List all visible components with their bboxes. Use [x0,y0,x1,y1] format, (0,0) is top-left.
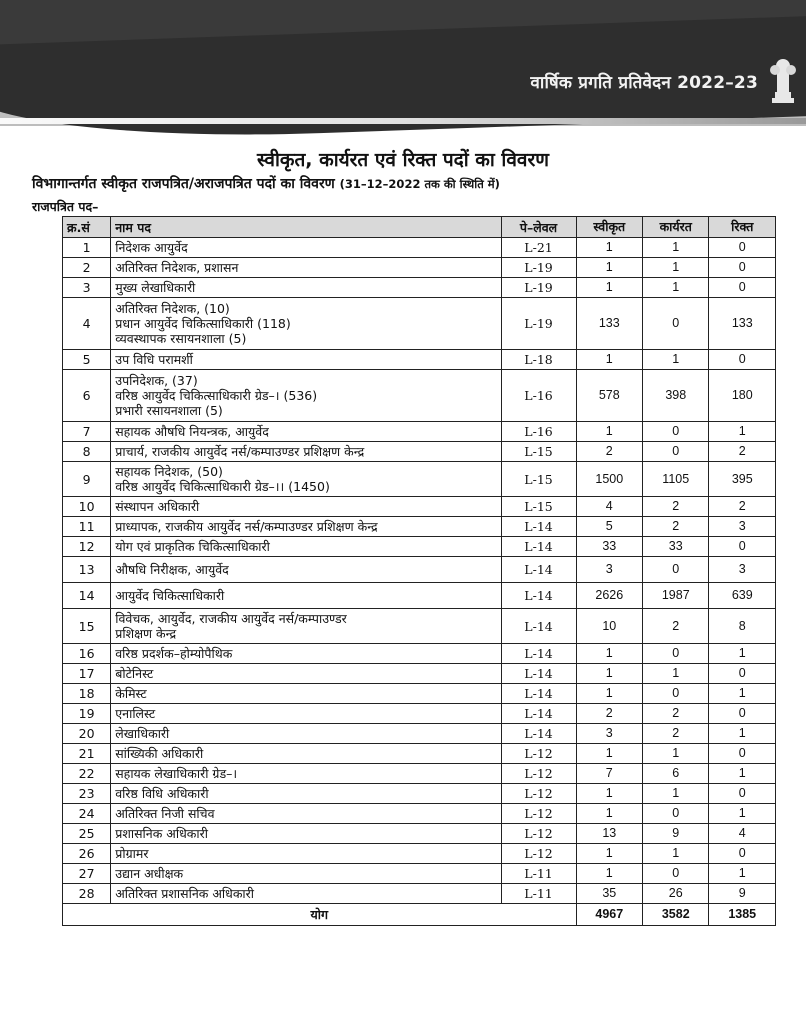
row-sn: 13 [63,557,111,583]
row-working: 9 [643,824,709,844]
page-subtitle [32,174,500,193]
row-name: मुख्य लेखाधिकारी [111,278,501,298]
row-name: वरिष्ठ विधि अधिकारी [111,784,501,804]
row-working: 1 [643,844,709,864]
table-row [63,298,776,350]
table-row [63,644,776,664]
row-vacant: 1 [709,684,776,704]
row-name: प्रोग्रामर [111,844,501,864]
row-working: 2 [643,704,709,724]
table-row [63,370,776,422]
section-label: राजपत्रित पद– [32,199,99,214]
row-working: 6 [643,764,709,784]
row-vacant: 2 [709,442,776,462]
row-working: 2 [643,724,709,744]
row-sn: 7 [63,422,111,442]
subtitle-text: विभागान्तर्गत स्वीकृत राजपत्रित/अराजपत्रित पदों का विवरण [32,176,335,192]
row-vacant: 1 [709,804,776,824]
row-sanctioned: 1 [576,258,642,278]
row-name: विवेचक, आयुर्वेद, राजकीय आयुर्वेद नर्स/कम्पाउण्डर प्रशिक्षण केन्द्र [111,609,501,644]
row-level: L-14 [501,583,576,609]
table-row [63,804,776,824]
row-level: L-14 [501,684,576,704]
row-working: 0 [643,804,709,824]
row-sanctioned: 578 [576,370,642,422]
table-row [63,238,776,258]
row-working: 1 [643,258,709,278]
row-working: 1 [643,784,709,804]
row-sn: 19 [63,704,111,724]
row-sn: 17 [63,664,111,684]
row-vacant: 1 [709,764,776,784]
row-working: 1987 [643,583,709,609]
header-working: कार्यरत [643,217,709,238]
table-row [63,844,776,864]
row-sn: 4 [63,298,111,350]
row-sanctioned: 1 [576,238,642,258]
row-name: सहायक निदेशक, (50) वरिष्ठ आयुर्वेद चिकित्साधिकारी ग्रेड–।। (1450) [111,462,501,497]
row-level: L-12 [501,784,576,804]
row-working: 398 [643,370,709,422]
row-vacant: 3 [709,557,776,583]
row-sn: 22 [63,764,111,784]
table-row [63,884,776,904]
total-sanctioned: 4967 [576,904,642,926]
row-vacant: 2 [709,497,776,517]
report-title: वार्षिक प्रगति प्रतिवेदन 2022–23 [530,73,758,93]
row-level: L-19 [501,278,576,298]
row-sanctioned: 2 [576,442,642,462]
row-sn: 1 [63,238,111,258]
table-row [63,497,776,517]
table-row [63,864,776,884]
row-sn: 8 [63,442,111,462]
page-title: स्वीकृत, कार्यरत एवं रिक्त पदों का विवरण [257,149,549,171]
row-working: 1 [643,238,709,258]
row-name: औषधि निरीक्षक, आयुर्वेद [111,557,501,583]
row-name: संस्थापन अधिकारी [111,497,501,517]
row-sn: 16 [63,644,111,664]
row-level: L-19 [501,298,576,350]
table-row [63,462,776,497]
row-level: L-12 [501,764,576,784]
row-name: योग एवं प्राकृतिक चिकित्साधिकारी [111,537,501,557]
row-sn: 6 [63,370,111,422]
row-name: एनालिस्ट [111,704,501,724]
row-sanctioned: 1 [576,664,642,684]
row-sn: 3 [63,278,111,298]
row-sn: 23 [63,784,111,804]
row-vacant: 1 [709,644,776,664]
row-sn: 28 [63,884,111,904]
row-vacant: 3 [709,517,776,537]
table-row [63,583,776,609]
row-vacant: 0 [709,350,776,370]
row-vacant: 180 [709,370,776,422]
total-vacant: 1385 [709,904,776,926]
row-working: 0 [643,644,709,664]
table-row [63,557,776,583]
row-sanctioned: 1 [576,844,642,864]
row-vacant: 0 [709,704,776,724]
row-working: 0 [643,442,709,462]
row-name: सहायक लेखाधिकारी ग्रेड–। [111,764,501,784]
table-row [63,724,776,744]
total-label: योग [63,904,577,926]
header-name: नाम पद [111,217,501,238]
row-sanctioned: 133 [576,298,642,350]
row-sanctioned: 1 [576,744,642,764]
row-sanctioned: 2 [576,704,642,724]
row-vacant: 1 [709,864,776,884]
row-level: L-15 [501,442,576,462]
national-emblem-icon [766,52,800,112]
row-vacant: 1 [709,422,776,442]
row-name: सांख्यिकी अधिकारी [111,744,501,764]
row-working: 2 [643,609,709,644]
row-sn: 15 [63,609,111,644]
row-sanctioned: 1 [576,278,642,298]
header-level: पे–लेवल [501,217,576,238]
row-sn: 21 [63,744,111,764]
row-name: सहायक औषधि नियन्त्रक, आयुर्वेद [111,422,501,442]
row-level: L-15 [501,462,576,497]
row-name: उद्यान अधीक्षक [111,864,501,884]
row-sn: 14 [63,583,111,609]
row-name: अतिरिक्त निदेशक, (10) प्रधान आयुर्वेद चिकित्साधिकारी (118) व्यवस्थापक रसायनशाला (5) [111,298,501,350]
row-sn: 18 [63,684,111,704]
row-level: L-15 [501,497,576,517]
row-vacant: 0 [709,238,776,258]
row-sanctioned: 35 [576,884,642,904]
row-level: L-14 [501,664,576,684]
row-vacant: 1 [709,724,776,744]
row-level: L-12 [501,804,576,824]
row-level: L-14 [501,517,576,537]
row-level: L-14 [501,609,576,644]
table-row [63,609,776,644]
row-name: लेखाधिकारी [111,724,501,744]
row-sanctioned: 1 [576,804,642,824]
total-row [63,904,776,926]
row-sanctioned: 1 [576,684,642,704]
header-sanctioned: स्वीकृत [576,217,642,238]
row-vacant: 0 [709,844,776,864]
row-vacant: 0 [709,258,776,278]
row-working: 0 [643,684,709,704]
row-sn: 2 [63,258,111,278]
row-level: L-12 [501,824,576,844]
row-level: L-11 [501,884,576,904]
row-working: 1 [643,278,709,298]
row-vacant: 133 [709,298,776,350]
row-vacant: 395 [709,462,776,497]
posts-table [62,216,776,926]
row-sanctioned: 2626 [576,583,642,609]
row-sanctioned: 10 [576,609,642,644]
row-vacant: 0 [709,744,776,764]
table-row [63,422,776,442]
table-row [63,664,776,684]
row-name: वरिष्ठ प्रदर्शक–होम्योपैथिक [111,644,501,664]
table-row [63,442,776,462]
row-working: 0 [643,422,709,442]
row-sanctioned: 13 [576,824,642,844]
row-sn: 12 [63,537,111,557]
row-working: 0 [643,298,709,350]
row-name: आयुर्वेद चिकित्साधिकारी [111,583,501,609]
row-vacant: 4 [709,824,776,844]
row-vacant: 8 [709,609,776,644]
table-row [63,537,776,557]
row-sanctioned: 1 [576,784,642,804]
row-sn: 11 [63,517,111,537]
table-row [63,704,776,724]
table-row [63,258,776,278]
row-sanctioned: 1 [576,350,642,370]
row-level: L-19 [501,258,576,278]
row-name: बोटेनिस्ट [111,664,501,684]
row-sn: 5 [63,350,111,370]
row-working: 2 [643,497,709,517]
table-row [63,350,776,370]
row-name: अतिरिक्त प्रशासनिक अधिकारी [111,884,501,904]
row-vacant: 9 [709,884,776,904]
row-sanctioned: 1500 [576,462,642,497]
row-name: उपनिदेशक, (37) वरिष्ठ आयुर्वेद चिकित्साधिकारी ग्रेड–। (536) प्रभारी रसायनशाला (5) [111,370,501,422]
row-vacant: 0 [709,784,776,804]
row-name: अतिरिक्त निजी सचिव [111,804,501,824]
row-working: 1 [643,350,709,370]
row-name: अतिरिक्त निदेशक, प्रशासन [111,258,501,278]
subtitle-date: (31–12–2022 तक की स्थिति में) [339,177,500,191]
row-sn: 25 [63,824,111,844]
table-header-row [63,217,776,238]
row-working: 26 [643,884,709,904]
row-name: प्रशासनिक अधिकारी [111,824,501,844]
row-sn: 10 [63,497,111,517]
table-row [63,278,776,298]
row-sanctioned: 3 [576,724,642,744]
row-sn: 27 [63,864,111,884]
row-sn: 20 [63,724,111,744]
table-row [63,764,776,784]
header-vacant: रिक्त [709,217,776,238]
total-working: 3582 [643,904,709,926]
row-level: L-18 [501,350,576,370]
row-vacant: 0 [709,278,776,298]
row-level: L-12 [501,744,576,764]
row-sn: 9 [63,462,111,497]
table-row [63,784,776,804]
banner-divider [0,118,806,124]
row-vacant: 0 [709,537,776,557]
row-level: L-14 [501,704,576,724]
row-sanctioned: 33 [576,537,642,557]
row-name: प्राध्यापक, राजकीय आयुर्वेद नर्स/कम्पाउण्डर प्रशिक्षण केन्द्र [111,517,501,537]
row-sanctioned: 1 [576,422,642,442]
row-sanctioned: 7 [576,764,642,784]
row-working: 1 [643,664,709,684]
row-working: 0 [643,864,709,884]
row-level: L-14 [501,537,576,557]
table-row [63,824,776,844]
header-sn: क्र.सं [63,217,111,238]
row-sanctioned: 4 [576,497,642,517]
row-vacant: 0 [709,664,776,684]
row-working: 0 [643,557,709,583]
row-level: L-12 [501,844,576,864]
row-sanctioned: 3 [576,557,642,583]
row-working: 1105 [643,462,709,497]
row-name: प्राचार्य, राजकीय आयुर्वेद नर्स/कम्पाउण्डर प्रशिक्षण केन्द्र [111,442,501,462]
table-row [63,684,776,704]
table-row [63,744,776,764]
row-sanctioned: 1 [576,864,642,884]
row-level: L-14 [501,724,576,744]
table-row [63,517,776,537]
row-level: L-16 [501,422,576,442]
row-level: L-11 [501,864,576,884]
row-name: उप विधि परामर्शी [111,350,501,370]
row-name: केमिस्ट [111,684,501,704]
row-name: निदेशक आयुर्वेद [111,238,501,258]
report-banner [0,0,806,126]
row-working: 33 [643,537,709,557]
row-vacant: 639 [709,583,776,609]
row-level: L-21 [501,238,576,258]
row-sanctioned: 1 [576,644,642,664]
row-sanctioned: 5 [576,517,642,537]
row-level: L-14 [501,644,576,664]
row-working: 2 [643,517,709,537]
row-level: L-14 [501,557,576,583]
row-sn: 26 [63,844,111,864]
row-working: 1 [643,744,709,764]
row-level: L-16 [501,370,576,422]
row-sn: 24 [63,804,111,824]
